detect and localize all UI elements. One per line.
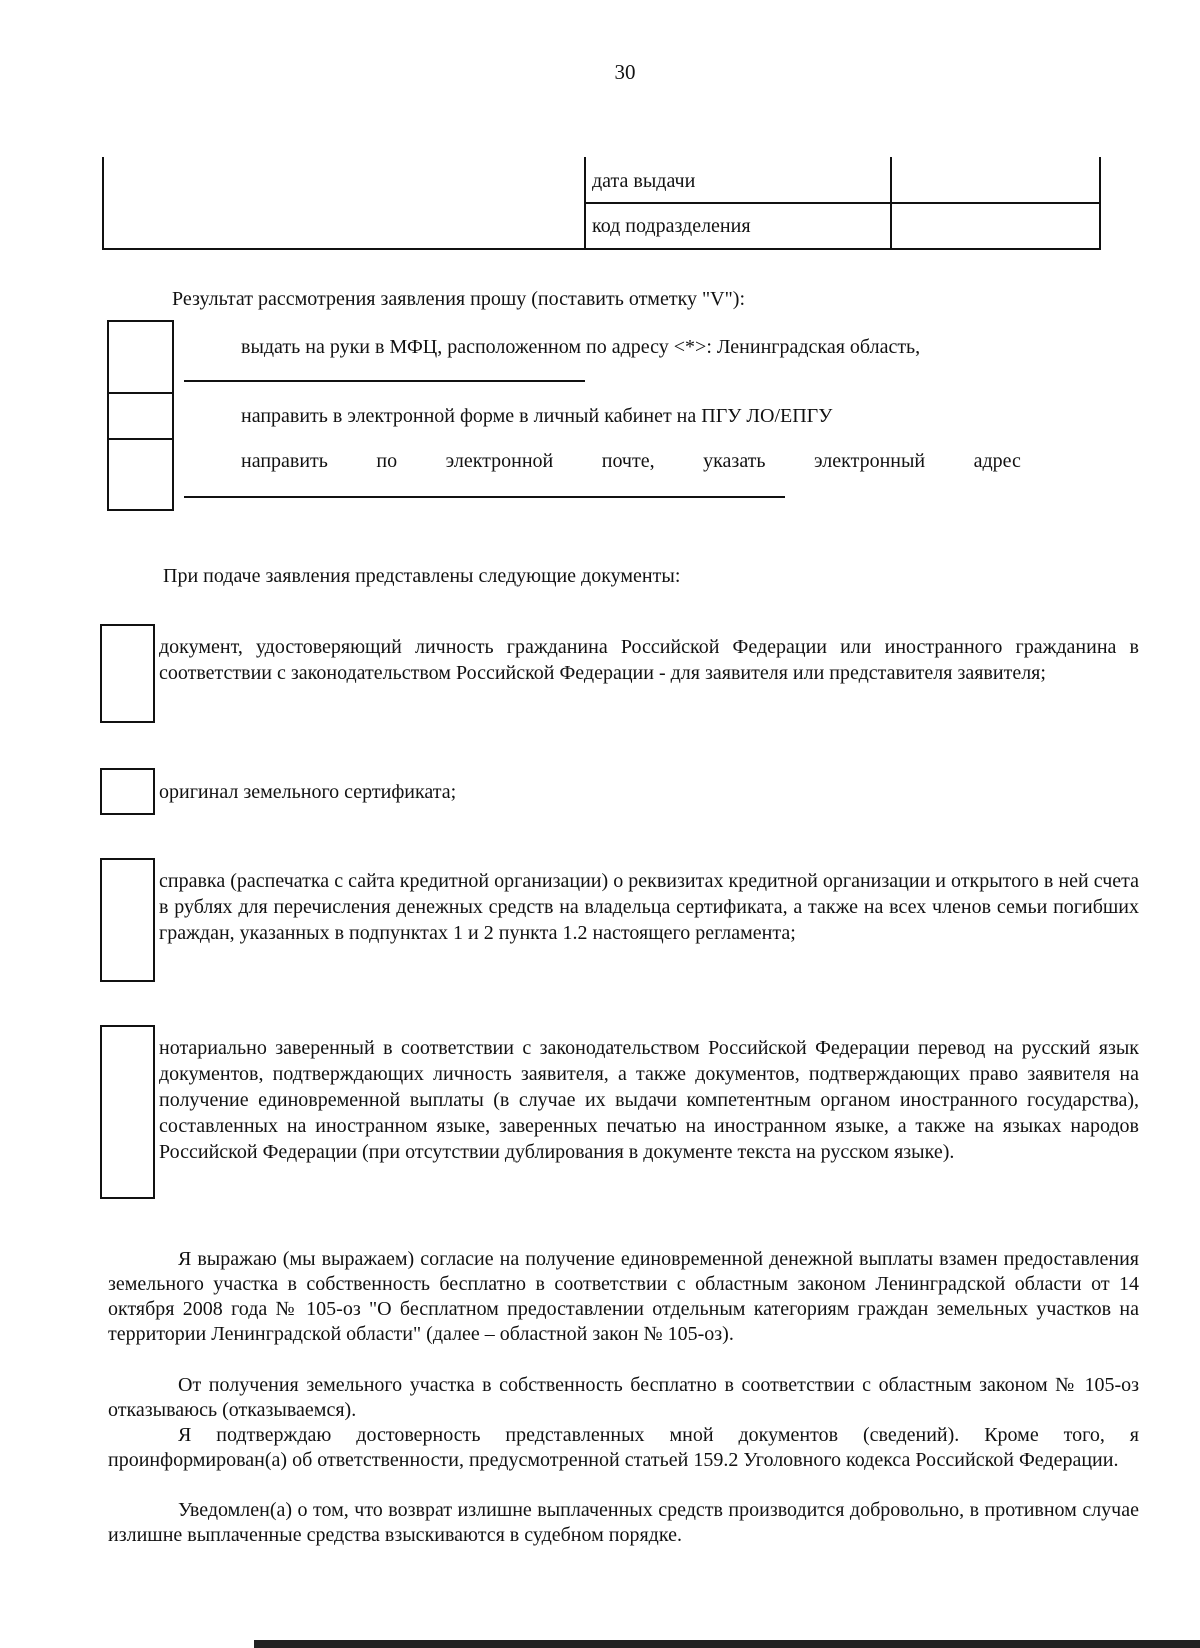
scan-edge bbox=[254, 1640, 1200, 1648]
checkbox-notarized-translation[interactable] bbox=[100, 1025, 155, 1199]
option-personal-account: направить в электронной форме в личный кабинет на ПГУ ЛО/ЕПГУ bbox=[241, 405, 833, 427]
checkbox-mfc[interactable] bbox=[109, 322, 172, 390]
document-item-notarized-translation: нотариально заверенный в соответствии с законодательством Российской Федерации перевод на русский язык документов, подтверждающих личность заявителя, а также документов, подтверждающих право заявителя на получение единовременной выплаты (в случае их выдачи компетентным органом иностранного государства), составленных на иностранном языке, заверенных печатью на иностранном языке, а также на языках народов Российской Федерации (при отсутствии дублирования в документе текста на русском языке). bbox=[159, 1037, 1139, 1163]
page-number: 30 bbox=[614, 60, 636, 84]
result-heading: Результат рассмотрения заявления прошу (поставить отметку "V"): bbox=[172, 288, 745, 310]
document-item-bank-statement: справка (распечатка с сайта кредитной организации) о реквизитах кредитной организации и открытого в ней счета в рублях для перечисления денежных средств на владельца сертификата, а также на всех членов семьи погибших граждан, указанных в подпунктах 1 и 2 пункта 1.2 настоящего регламента; bbox=[159, 870, 1139, 944]
address-underline[interactable] bbox=[184, 380, 585, 382]
option-email-word: адрес bbox=[973, 450, 1021, 472]
declaration-refusal: От получения земельного участка в собственность бесплатно в соответствии с областным законом № 105-оз отказываюсь (отказываемся). bbox=[108, 1374, 1139, 1421]
checkbox-email[interactable] bbox=[109, 440, 172, 509]
passport-table bbox=[102, 157, 1101, 250]
table-cell-department-code: код подразделения bbox=[592, 215, 751, 237]
checkbox-land-certificate[interactable] bbox=[100, 768, 155, 815]
declaration-refund-notice: Уведомлен(а) о том, что возврат излишне выплаченных средств производится добровольно, в противном случае излишне выплаченные средства взыскиваются в судебном порядке. bbox=[108, 1499, 1139, 1546]
table-value-department-code[interactable] bbox=[892, 204, 1097, 248]
option-email-word: почте, bbox=[601, 450, 655, 472]
table-value-issue-date[interactable] bbox=[892, 157, 1097, 201]
document-item-identity: документ, удостоверяющий личность гражданина Российской Федерации или иностранного гражданина в соответствии с законодательством Российской Федерации - для заявителя или представителя заявителя; bbox=[159, 636, 1139, 684]
option-email-word: направить bbox=[241, 450, 328, 472]
documents-heading: При подаче заявления представлены следующие документы: bbox=[163, 565, 681, 587]
checkbox-personal-account[interactable] bbox=[109, 394, 172, 436]
table-cell-issue-date: дата выдачи bbox=[592, 170, 696, 192]
email-underline[interactable] bbox=[184, 496, 785, 498]
checkbox-bank-statement[interactable] bbox=[100, 858, 155, 982]
option-email-word: указать bbox=[703, 450, 766, 472]
checkbox-identity-document[interactable] bbox=[100, 624, 155, 723]
option-mfc: выдать на руки в МФЦ, расположенном по адресу <*>: Ленинградская область, bbox=[241, 336, 921, 358]
declaration-consent: Я выражаю (мы выражаем) согласие на получение единовременной денежной выплаты взамен предоставления земельного участка в собственность бесплатно в соответствии с областным законом Ленинградской области от 14 октября 2008 года № 105-оз "О бесплатном предоставлении отдельным категориям граждан земельных участков на территории Ленинградской области" (далее – областной закон № 105-оз). bbox=[108, 1248, 1139, 1345]
option-email-word: электронный bbox=[814, 450, 926, 472]
option-email bbox=[241, 450, 1021, 473]
declaration-authenticity: Я подтверждаю достоверность представленных мной документов (сведений). Кроме того, я проинформирован(а) об ответственности, предусмотренной статьей 159.2 Уголовного кодекса Российской Федерации. bbox=[108, 1424, 1139, 1471]
option-email-word: по bbox=[376, 450, 398, 472]
document-item-land-certificate: оригинал земельного сертификата; bbox=[159, 781, 457, 803]
option-email-word: электронной bbox=[445, 450, 554, 472]
result-checkbox-column bbox=[107, 320, 174, 511]
